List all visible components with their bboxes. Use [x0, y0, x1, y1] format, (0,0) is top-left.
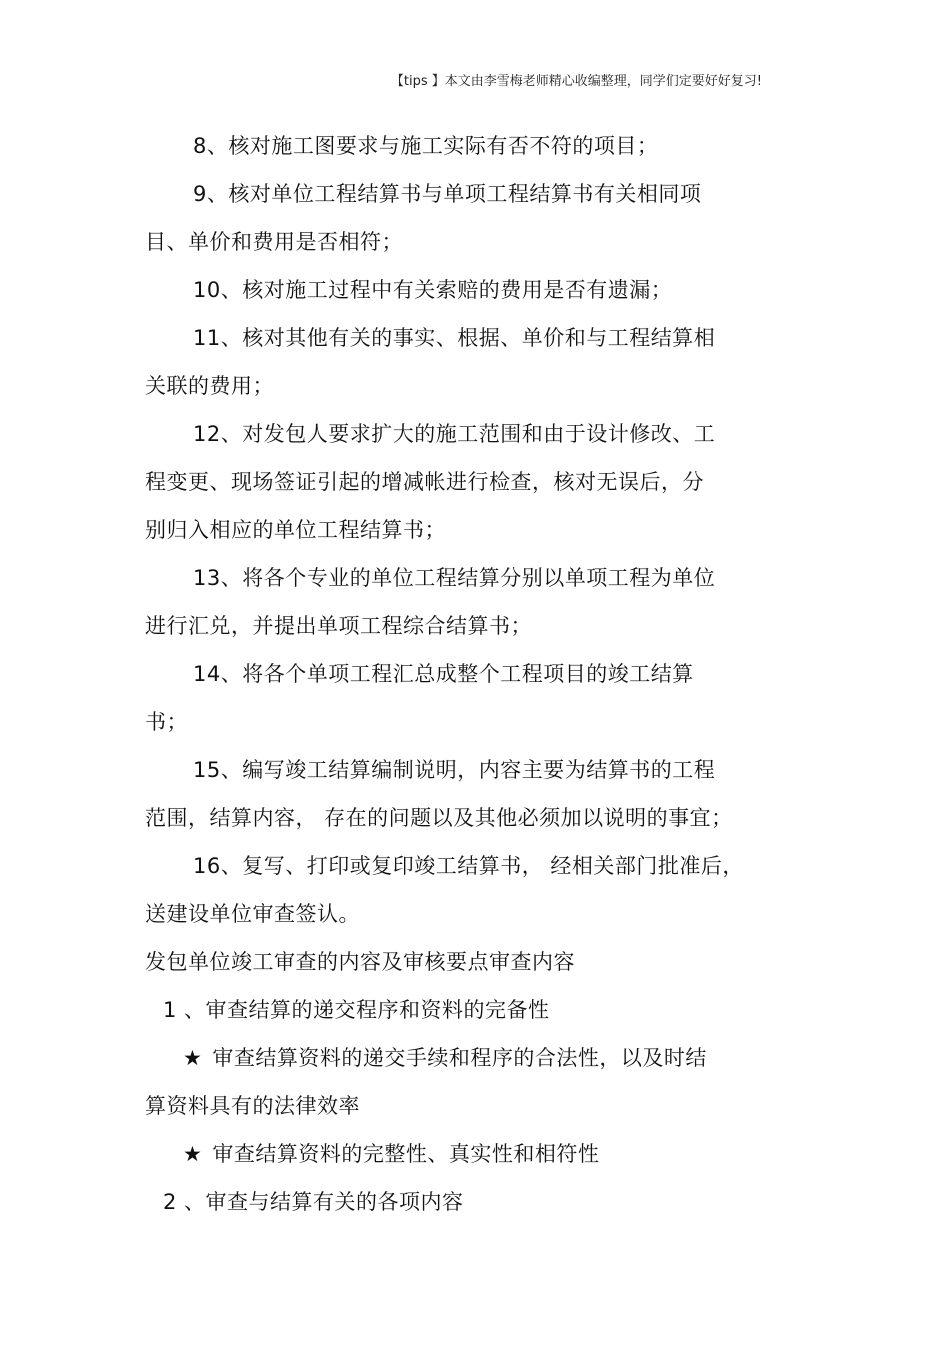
item-16-line-2: 送建设单位审查签认。: [145, 902, 360, 926]
item-11-line-2: 关联的费用；: [145, 374, 274, 398]
item-10-line: 10、核对施工过程中有关索赔的费用是否有遗漏；: [193, 278, 673, 302]
item-12-line-1: 12、对发包人要求扩大的施工范围和由于设计修改、工: [193, 422, 716, 446]
item-9-line-2: 目、单价和费用是否相符；: [145, 230, 403, 254]
item-11-line-1: 11、核对其他有关的事实、根据、单价和与工程结算相: [193, 326, 716, 350]
item-12-line-2: 程变更、现场签证引起的增减帐进行检查，核对无误后，分: [145, 470, 704, 494]
header-tips-note: 【tips 】本文由李雪梅老师精心收编整理，同学们定要好好复习!: [390, 74, 762, 89]
star-icon: ★: [183, 1046, 203, 1070]
item-13-line-2: 进行汇兑，并提出单项工程综合结算书；: [145, 614, 532, 638]
item-12-line-3: 别归入相应的单位工程结算书；: [145, 518, 446, 542]
review-point-2: 2 、审查与结算有关的各项内容: [163, 1190, 464, 1214]
star-bullet-2: [183, 1140, 599, 1168]
star-bullet-1-text: 审查结算资料的递交手续和程序的合法性，以及时结: [212, 1046, 707, 1070]
item-16-line-1: 16、复写、打印或复印竣工结算书， 经相关部门批准后，: [193, 854, 744, 878]
star-bullet-1-line-2: 算资料具有的法律效率: [145, 1094, 360, 1118]
item-15-line-1: 15、编写竣工结算编制说明，内容主要为结算书的工程: [193, 758, 716, 782]
item-14-line-2: 书；: [145, 710, 188, 734]
item-15-line-2: 范围，结算内容， 存在的问题以及其他必须加以说明的事宜；: [145, 806, 733, 830]
star-bullet-1-line-1: [183, 1044, 707, 1072]
item-8-line: 8、核对施工图要求与施工实际有否不符的项目；: [193, 134, 659, 158]
star-bullet-2-text: 审查结算资料的完整性、真实性和相符性: [212, 1142, 600, 1166]
item-14-line-1: 14、将各个单项工程汇总成整个工程项目的竣工结算: [193, 662, 694, 686]
item-13-line-1: 13、将各个专业的单位工程结算分别以单项工程为单位: [193, 566, 716, 590]
section-heading: 发包单位竣工审查的内容及审核要点审查内容: [145, 950, 575, 974]
review-point-1: 1 、审查结算的递交程序和资料的完备性: [163, 998, 550, 1022]
star-icon: ★: [183, 1142, 203, 1166]
item-9-line-1: 9、核对单位工程结算书与单项工程结算书有关相同项: [193, 182, 702, 206]
